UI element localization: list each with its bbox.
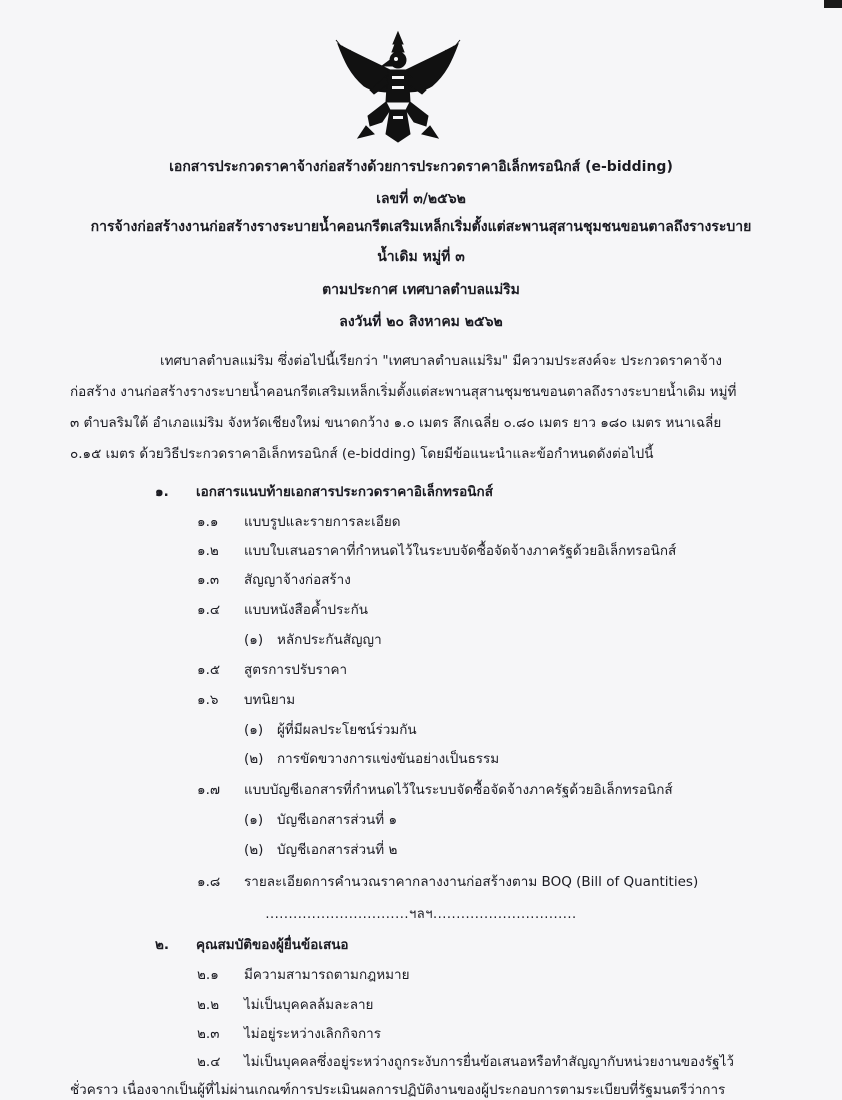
ellipsis-line: ...............................ฯลฯ............................... xyxy=(265,907,577,922)
intro-line: ๐.๑๕ เมตร ด้วยวิธีประกวดราคาอิเล็กทรอนิกส์ (e-bidding) โดยมีข้อแนะนำและข้อกำหนดดังต่อไปนี้ xyxy=(70,446,654,462)
intro-line: ๓ ตำบลริมใต้ อำเภอแม่ริม จังหวัดเชียงใหม่ ขนาดกว้าง ๑.๐ เมตร ลึกเฉลี่ย ๐.๘๐ เมตร ยาว ๑๘๐ เมตร หนาเฉลี่ย xyxy=(70,415,722,431)
announcement-line: ตามประกาศ เทศบาลตำบลแม่ริม xyxy=(322,282,520,298)
scan-corner-mark xyxy=(824,0,842,8)
document-page: เอกสารประกวดราคาจ้างก่อสร้างด้วยการประกวดราคาอิเล็กทรอนิกส์ (e-bidding) เลขที่ ๓/๒๕๖๒ การจ้างก่อสร้างงานก่อสร้างรางระบายน้ำคอนกรีตเสริมเหล็กเริ่มตั้งแต่สะพานสุสานชุมชนขอนตาลถึงรางระบาย น้ำเดิม หมู่ที่ ๓ ตามประกาศ เทศบาลตำบลแม่ริม ลงวันที่ ๒๐ สิงหาคม ๒๕๖๒ เทศบาลตำบลแม่ริม ซึ่งต่อไปนี้เรียกว่า "เทศบาลตำบลแม่ริม" มีความประสงค์จะ ประกวดราคาจ้าง ก่อสร้าง งานก่อสร้างรางระบายน้ำคอนกรีตเสริมเหล็กเริ่มตั้งแต่สะพานสุสานชุมชนขอนตาลถึงรางระบายน้ำเดิม หมู่ที่ ๓ ตำบลริมใต้ อำเภอแม่ริม จังหวัดเชียงใหม่ ขนาดกว้าง ๑.๐ เมตร ลึกเฉลี่ย ๐.๘๐ เมตร ยาว ๑๘๐ เมตร หนาเฉลี่ย ๐.๑๕ เมตร ด้วยวิธีประกวดราคาอิเล็กทรอนิกส์ (e-bidding) โดยมีข้อแนะนำและข้อกำหนดดังต่อไปนี้ ๑. เอกสารแนบท้ายเอกสารประกวดราคาอิเล็กทรอนิกส์ ๑.๑ แบบรูปและรายการละเอียด ๑.๒ แบบใบเสนอราคาที่กำหนดไว้ในระบบจัดซื้อจัดจ้างภาครัฐด้วยอิเล็กทรอนิกส์ ๑.๓ สัญญาจ้างก่อสร้าง ๑.๔ แบบหนังสือค้ำประกัน (๑) หลักประกันสัญญา ๑.๕ สูตรการปรับราคา ๑.๖ บทนิยาม (๑) ผู้ที่มีผลประโยชน์ร่วมกัน (๒) การขัดขวางการแข่งขันอย่างเป็นธรรม ๑.๗ แบบบัญชีเอกสารที่กำหนดไว้ในระบบจัดซื้อจัดจ้างภาครัฐด้วยอิเล็กทรอนิกส์ (๑) บัญชีเอกสารส่วนที่ ๑ (๒) บัญชีเอกสารส่วนที่ ๒ ๑.๘ รายละเอียดการคำนวณราคากลางงานก่อสร้างตาม BOQ (Bill of Quantities) ...............................ฯลฯ............................... ๒. คุณสมบัติของผู้ยื่นข้อเสนอ ๒.๑ มีความสามารถตามกฎหมาย ๒.๒ ไม่เป็นบุคคลล้มละลาย ๒.๓ ไม่อยู่ระหว่างเลิกกิจการ ๒.๔ ไม่เป็นบุคคลซึ่งอยู่ระหว่างถูกระงับการยื่นข้อเสนอหรือทำสัญญากับหน่วยงานของรัฐไว้ ชั่วคราว เนื่องจากเป็นผู้ที่ไม่ผ่านเกณฑ์การประเมินผลการปฏิบัติงานของผู้ประกอบการตามระเบียบที่รัฐมนตรีว่าการ xyxy=(0,0,842,1100)
announcement-date: ลงวันที่ ๒๐ สิงหาคม ๒๕๖๒ xyxy=(339,314,503,330)
subject-line-2: น้ำเดิม หมู่ที่ ๓ xyxy=(377,249,465,265)
garuda-emblem-icon xyxy=(330,30,466,148)
document-title: เอกสารประกวดราคาจ้างก่อสร้างด้วยการประกวดราคาอิเล็กทรอนิกส์ (e-bidding) xyxy=(169,159,673,175)
subject-line-1: การจ้างก่อสร้างงานก่อสร้างรางระบายน้ำคอนกรีตเสริมเหล็กเริ่มตั้งแต่สะพานสุสานชุมชนขอนตาลถึงรางระบาย xyxy=(90,219,752,235)
continuation-line: ชั่วคราว เนื่องจากเป็นผู้ที่ไม่ผ่านเกณฑ์การประเมินผลการปฏิบัติงานของผู้ประกอบการตามระเบียบที่รัฐมนตรีว่าการ xyxy=(70,1082,726,1098)
intro-paragraph xyxy=(70,346,775,470)
intro-line: ก่อสร้าง งานก่อสร้างรางระบายน้ำคอนกรีตเสริมเหล็กเริ่มตั้งแต่สะพานสุสานชุมชนขอนตาลถึงรางระบายน้ำเดิม หมู่ที่ xyxy=(70,384,737,400)
document-number: เลขที่ ๓/๒๕๖๒ xyxy=(376,191,466,207)
intro-line: เทศบาลตำบลแม่ริม ซึ่งต่อไปนี้เรียกว่า "เทศบาลตำบลแม่ริม" มีความประสงค์จะ ประกวดราคาจ้าง xyxy=(160,353,723,369)
